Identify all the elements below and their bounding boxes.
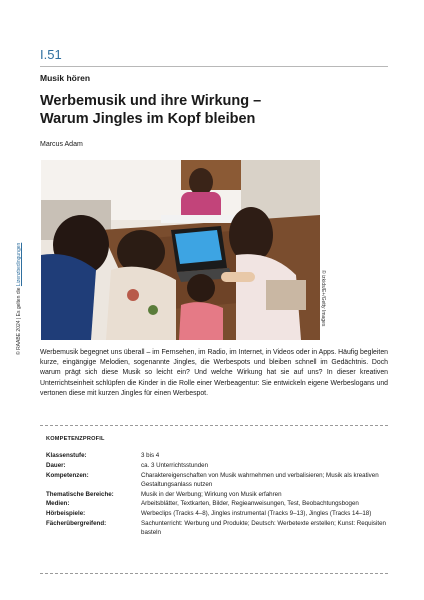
profile-row xyxy=(46,490,386,499)
photo-illustration xyxy=(41,160,320,340)
profile-key: Hörbeispiele: xyxy=(46,510,86,518)
profile-row xyxy=(46,499,386,508)
profile-top-rule xyxy=(40,425,388,426)
copyright-note xyxy=(16,243,22,355)
copyright-text: © RAABE 2024 | Es gelten die xyxy=(16,287,22,355)
profile-key: Thematische Bereiche: xyxy=(46,490,114,498)
subject-label: Musik hören xyxy=(40,73,91,83)
profile-row xyxy=(46,509,386,518)
classroom-photo xyxy=(41,160,320,340)
license-link[interactable]: Lizenzbedingungen xyxy=(16,242,22,287)
profile-value: ca. 3 Unterrichtsstunden xyxy=(141,461,209,469)
competence-profile xyxy=(46,451,386,538)
page-title xyxy=(40,92,370,128)
profile-row xyxy=(46,471,386,489)
profile-value: 3 bis 4 xyxy=(141,452,160,459)
profile-bottom-rule xyxy=(40,573,388,574)
profile-key: Medien: xyxy=(46,500,70,508)
title-line-1: Werbemusik und ihre Wirkung – xyxy=(40,93,262,109)
profile-row xyxy=(46,461,386,470)
profile-value: Arbeitsblätter, Textkarten, Bilder, Regieanweisungen, Test, Beobachtungsbogen xyxy=(141,500,359,508)
photo-credit: © izkids/E+/Getty Images xyxy=(320,270,326,327)
profile-key: Klassenstufe: xyxy=(46,452,87,459)
title-line-2: Warum Jingles im Kopf bleiben xyxy=(40,111,256,127)
intro-paragraph: Werbemusik begegnet uns überall – im Fernsehen, im Radio, im Internet, in Videos oder in Apps. Häufig begleiten kurze, eingängige Melodien, sogenannte Jingles, die Werbespots und bleiben schnell im Gedächtnis. Doch warum prägt sich diese Musik so leicht ein? Und welche Wirkung hat sie auf uns? In dieser kreativen Unterrichtseinheit schlüpfen die Kinder in die Rolle einer Werbeagentur: Sie entwickeln eigene Werbeslogans und vertonen diese mit kurzen Jingles für einen Werbespot. xyxy=(40,349,388,397)
profile-row xyxy=(46,451,386,460)
profile-key: Kompetenzen: xyxy=(46,471,89,479)
profile-key: Fächerübergreifend: xyxy=(46,519,107,527)
profile-value: Charaktereigenschaften von Musik wahrnehmen und verbalisieren; Musik als kreativen Gestaltungsanlass nutzen xyxy=(141,471,379,488)
profile-value: Sachunterricht: Werbung und Produkte; Deutsch: Werbetexte erstellen; Kunst: Requisiten basteln xyxy=(141,519,386,537)
author: Marcus Adam xyxy=(40,141,83,148)
profile-key: Dauer: xyxy=(46,461,66,469)
profile-row xyxy=(46,519,386,537)
header-rule xyxy=(40,66,388,67)
profile-value: Werbeclips (Tracks 4–8), Jingles instrumental (Tracks 9–13), Jingles (Tracks 14–18) xyxy=(141,510,372,518)
profile-heading: KOMPETENZPROFIL xyxy=(46,436,105,442)
profile-value: Musik in der Werbung; Wirkung von Musik erfahren xyxy=(141,490,282,498)
unit-code: I.51 xyxy=(40,47,62,62)
